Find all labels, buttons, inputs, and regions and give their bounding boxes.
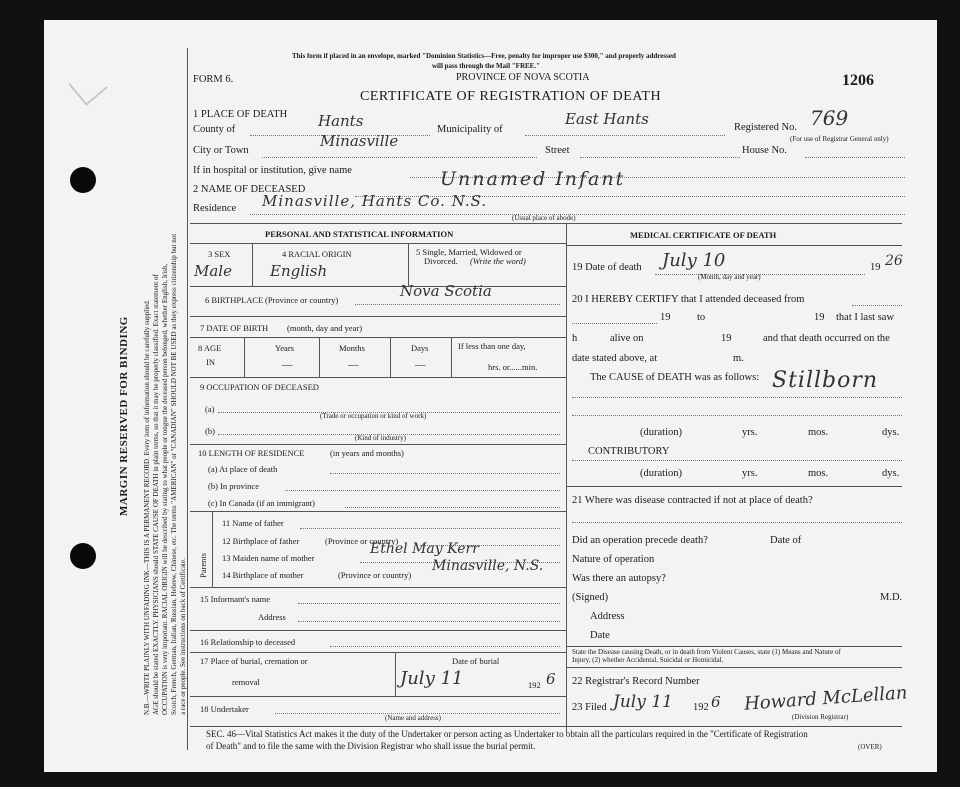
municipality-value: East Hants <box>565 110 649 128</box>
mos-label-2: mos. <box>808 468 829 479</box>
alive-year: 19 <box>721 333 732 344</box>
death-year-prefix: 19 <box>870 262 881 273</box>
disease-contracted-label: 21 Where was disease contracted if not at place of death? <box>572 495 813 506</box>
filed-year-value: 6 <box>711 693 721 711</box>
alive-on-label: alive on <box>610 333 644 344</box>
personal-heading: PERSONAL AND STATISTICAL INFORMATION <box>265 229 454 239</box>
father-birthplace-note: (Province or country) <box>325 536 399 546</box>
residence-b: (b) In province <box>208 481 259 491</box>
street-label: Street <box>545 145 570 156</box>
physician-address-label: Address <box>590 611 625 622</box>
date-of-label: Date of <box>770 535 802 546</box>
dys-label-2: dys. <box>882 468 900 479</box>
date-stated-label: date stated above, at <box>572 353 658 364</box>
parents-label: Parents <box>198 552 208 578</box>
dob-note: (month, day and year) <box>287 323 363 333</box>
birthplace-label: 6 BIRTHPLACE <box>205 295 264 305</box>
undertaker-label: 18 Undertaker <box>200 704 249 714</box>
place-of-death-label: 1 PLACE OF DEATH <box>193 109 288 120</box>
occupation-b-note: (Kind of industry) <box>355 434 406 442</box>
length-residence-label: 10 LENGTH OF RESIDENCE <box>198 448 305 458</box>
months-value: — <box>348 360 359 371</box>
occupation-a: (a) <box>205 404 215 414</box>
age-label: 8 AGE <box>198 343 222 353</box>
deceased-name: Unnamed Infant <box>440 168 626 190</box>
less-day-label: If less than one day, <box>458 341 526 351</box>
footer-section: SEC. 46—Vital Statistics Act makes it the duty of the Undertaker or person acting as Undertaker to obtain all the particulars required in the "Certificate of Registration <box>206 729 808 739</box>
filed-label: 23 Filed <box>572 702 607 713</box>
over-label: (OVER) <box>858 743 882 751</box>
death-year-value: 26 <box>885 253 903 269</box>
state-note-2: Injury, (2) whether Accidental, Suicidal or Homicidal. <box>572 656 724 664</box>
residence-a: (a) At place of death <box>208 464 278 474</box>
age-in: IN <box>206 357 215 367</box>
removal-label: removal <box>232 677 260 687</box>
years-label: Years <box>275 343 294 353</box>
instruction-line: Scotch, French, German, Italian, Russian, Hebrew, Chinese, etc. The terms "AMERICAN" or "CANADIAN" SHOULD NOT BE USED as they express citizenship but not <box>170 233 178 715</box>
date-burial-label: Date of burial <box>452 656 500 666</box>
certify-label: 20 I HEREBY CERTIFY that I attended deceased from <box>572 294 805 305</box>
registered-no-value: 769 <box>810 106 849 130</box>
medical-heading: MEDICAL CERTIFICATE OF DEATH <box>630 230 777 240</box>
residence-c: (c) In Canada (if an immigrant) <box>208 498 315 508</box>
municipality-label: Municipality of <box>437 124 503 135</box>
registrar-signature: Howard McLellan <box>743 682 909 715</box>
city-label: City or Town <box>193 145 249 156</box>
filed-date-value: July 11 <box>613 692 673 712</box>
instruction-line: a race or people. See instructions on back of Certificate. <box>179 558 187 715</box>
length-residence-note: (in years and months) <box>330 448 404 458</box>
certificate-number: 1206 <box>842 72 874 89</box>
death-occurred-label: and that death occurred on the <box>763 333 890 344</box>
marital-label: 5 Single, Married, Widowed or <box>416 247 522 257</box>
racial-origin-value: English <box>270 262 328 280</box>
name-label: 2 NAME OF DECEASED <box>193 184 306 195</box>
state-note: State the Disease causing Death, or in death from Violent Causes, state (1) Means and Nature of <box>572 648 841 656</box>
cause-label: The CAUSE of DEATH was as follows: <box>590 372 760 383</box>
marital-label-2: Divorced. <box>424 256 458 266</box>
hospital-label: If in hospital or institution, give name <box>193 165 352 176</box>
mail-notice: This form if placed in an envelope, marked "Dominion Statistics—Free, penalty for improper use $300," and properly addressed <box>292 52 676 60</box>
undertaker-note: (Name and address) <box>385 714 441 722</box>
operation-label: Did an operation precede death? <box>572 535 708 546</box>
house-no-label: House No. <box>742 145 787 156</box>
duration-label-2: (duration) <box>640 468 682 479</box>
signed-label: (Signed) <box>572 592 609 603</box>
burial-year-value: 6 <box>546 670 556 688</box>
father-name-label: 11 Name of father <box>222 518 284 528</box>
birthplace-note: (Province or country) <box>265 295 339 305</box>
mos-label: mos. <box>808 427 829 438</box>
cause-value: Stillborn <box>772 368 879 393</box>
m-label: m. <box>733 353 744 364</box>
days-value: — <box>415 360 426 371</box>
certify-year-2: 19 <box>814 312 825 323</box>
date-of-death-value: July 10 <box>662 250 726 271</box>
contributory-label: CONTRIBUTORY <box>588 446 670 457</box>
certify-to: to <box>697 312 706 323</box>
division-registrar-note: (Division Registrar) <box>792 713 849 721</box>
instruction-line: N.B.—WRITE PLAINLY WITH UNFADING INK—THIS IS A PERMANENT RECORD. Every item of information should be carefully supplied. <box>143 299 151 715</box>
months-label: Months <box>339 343 365 353</box>
sex-label: 3 SEX <box>208 249 231 259</box>
instruction-line: OCCUPATION is very important. RACIAL ORIGIN will be described by stating to what people or tongue the deceased person belonged, whether English, Irish, <box>161 263 169 715</box>
page-title: CERTIFICATE OF REGISTRATION OF DEATH <box>360 89 662 104</box>
relationship-label: 16 Relationship to deceased <box>200 637 296 647</box>
filed-year-prefix: 192 <box>693 702 709 713</box>
usual-place-note: (Usual place of abode) <box>512 214 576 222</box>
punch-hole <box>70 167 96 193</box>
burial-place-label: 17 Place of burial, cremation or <box>200 656 308 666</box>
county-label: County of <box>193 124 236 135</box>
yrs-label-2: yrs. <box>742 468 758 479</box>
form-number: FORM 6. <box>193 74 234 85</box>
occupation-a-note: (Trade or occupation or kind of work) <box>320 412 427 420</box>
mother-birthplace-note: (Province or country) <box>338 570 412 580</box>
last-saw-label: that I last saw <box>836 312 895 323</box>
city-value: Minasville <box>320 132 399 150</box>
burial-date-value: July 11 <box>400 668 464 689</box>
footer-section-2: of Death" and to file the same with the Division Registrar who shall issue the burial permit. <box>206 741 536 751</box>
mother-birthplace-label: 14 Birthplace of mother <box>222 570 304 580</box>
province-label: PROVINCE OF NOVA SCOTIA <box>456 72 590 83</box>
nature-operation-label: Nature of operation <box>572 554 655 565</box>
autopsy-label: Was there an autopsy? <box>572 573 666 584</box>
dob-label: 7 DATE OF BIRTH <box>200 323 269 333</box>
residence-label: Residence <box>193 203 237 214</box>
burial-year-prefix: 192 <box>528 680 541 690</box>
md-label: M.D. <box>880 592 903 603</box>
mother-birthplace-value: Minasville, N.S. <box>432 558 544 574</box>
residence-value: Minasville, Hants Co. N.S. <box>262 192 488 210</box>
date-of-death-note: (Month, day and year) <box>698 273 761 281</box>
occupation-b: (b) <box>205 426 215 436</box>
hrs-min-label: hrs. or......min. <box>488 362 538 372</box>
duration-label: (duration) <box>640 427 682 438</box>
county-value: Hants <box>318 112 364 130</box>
birthplace-value: Nova Scotia <box>400 282 492 300</box>
days-label: Days <box>411 343 429 353</box>
instruction-line: AGE should be stated EXACTLY. PHYSICIANS should STATE CAUSE OF DEATH in plain terms, so that it may be properly classified. Exact statement of <box>152 274 160 715</box>
date-of-death-label: 19 Date of death <box>572 262 642 273</box>
racial-origin-label: 4 RACIAL ORIGIN <box>282 249 352 259</box>
physician-date-label: Date <box>590 630 610 641</box>
certify-year-1: 19 <box>660 312 671 323</box>
dys-label: dys. <box>882 427 900 438</box>
occupation-label: 9 OCCUPATION OF DECEASED <box>200 382 319 392</box>
registrar-note: (For use of Registrar General only) <box>790 135 889 143</box>
mail-notice: will pass through the Mail "FREE." <box>432 62 540 70</box>
mother-name-value: Ethel May Kerr <box>370 541 479 557</box>
h-label: h <box>572 333 578 344</box>
informant-address-label: Address <box>258 612 286 622</box>
binding-margin-label: MARGIN RESERVED FOR BINDING <box>118 316 130 516</box>
punch-hole <box>70 543 96 569</box>
registered-no-label: Registered No. <box>734 122 797 133</box>
yrs-label: yrs. <box>742 427 758 438</box>
registrar-record-label: 22 Registrar's Record Number <box>572 676 700 687</box>
marital-note: (Write the word) <box>470 256 526 266</box>
informant-label: 15 Informant's name <box>200 594 270 604</box>
years-value: — <box>282 360 293 371</box>
sex-value: Male <box>194 262 232 280</box>
father-birthplace-label: 12 Birthplace of father <box>222 536 300 546</box>
mother-name-label: 13 Maiden name of mother <box>222 553 315 563</box>
